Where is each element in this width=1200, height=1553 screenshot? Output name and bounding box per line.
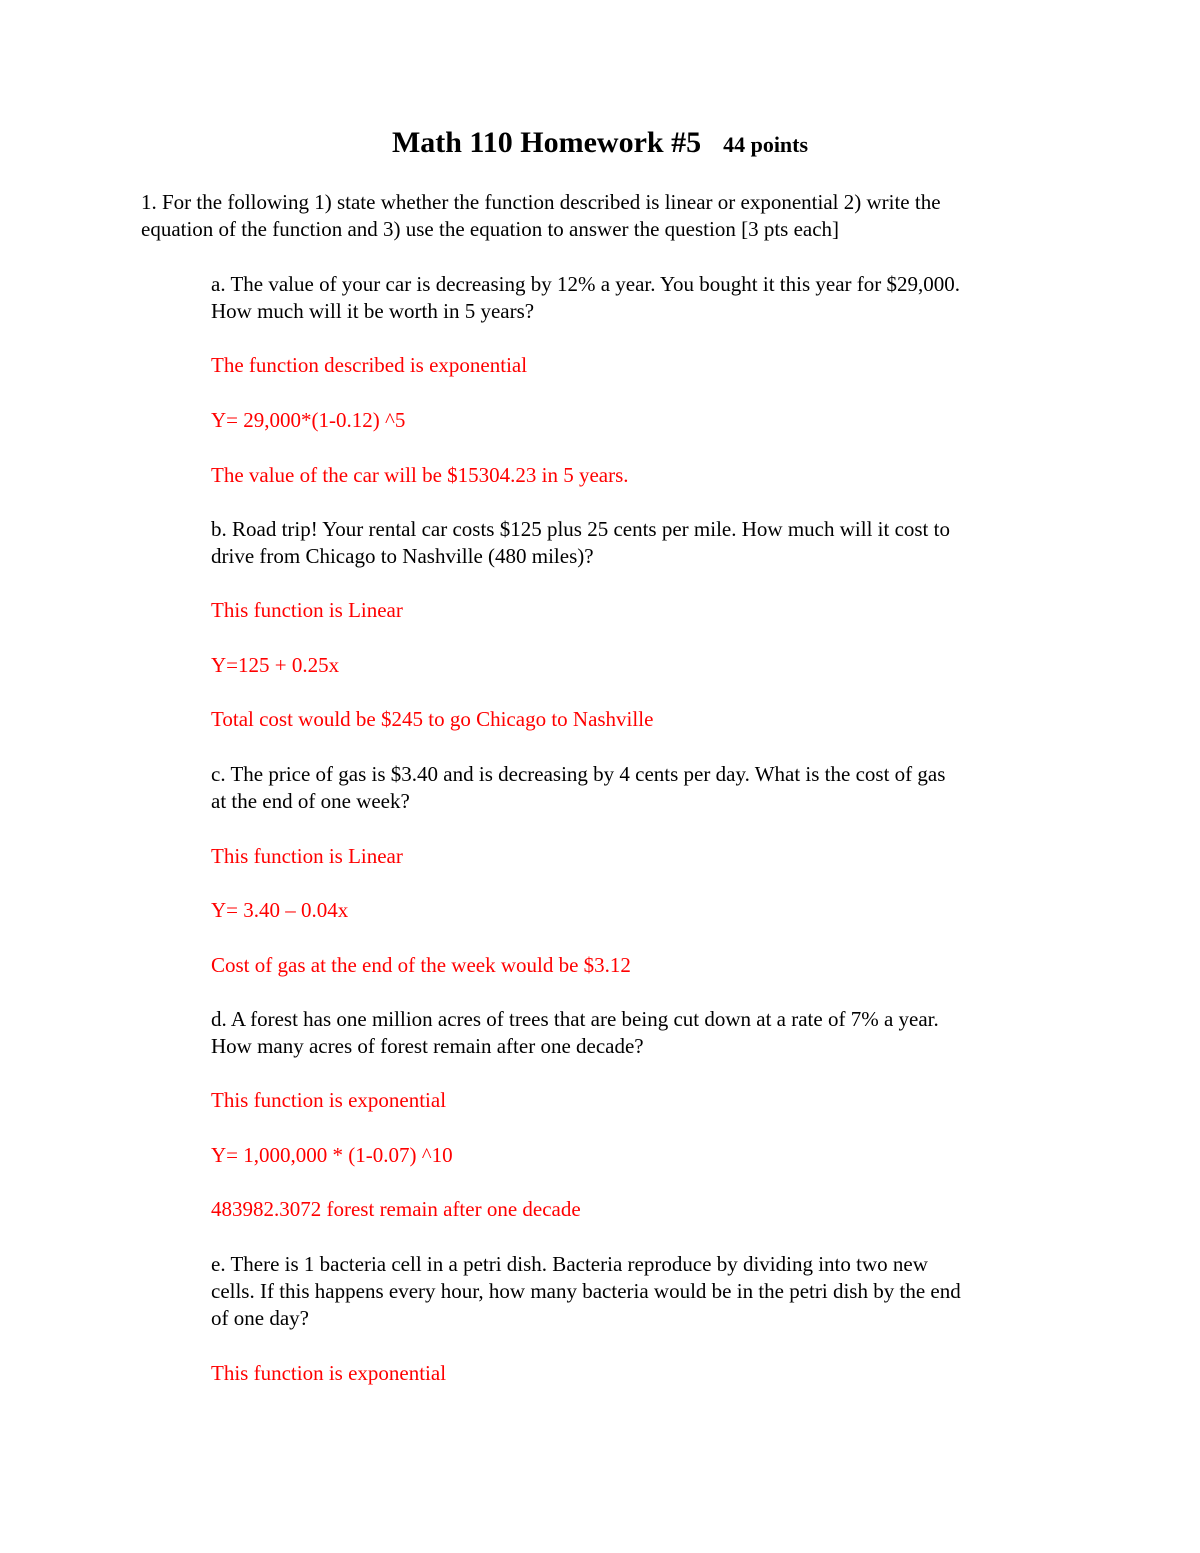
points-label: 44 points: [723, 132, 809, 157]
answer-a-type: The function described is exponential: [211, 353, 528, 377]
title-text: Math 110 Homework #5: [391, 126, 702, 159]
answer-a-equation: Y= 29,000*(1-0.12) ^5: [211, 408, 406, 432]
question-c-line-1: c. The price of gas is $3.40 and is decreasing by 4 cents per day. What is the cost of gas: [211, 762, 946, 786]
answer-c-result: Cost of gas at the end of the week would be $3.12: [211, 953, 631, 977]
answer-e-type: This function is exponential: [211, 1361, 447, 1385]
question-d-line-2: How many acres of forest remain after one decade?: [211, 1034, 644, 1058]
answer-c-type: This function is Linear: [211, 844, 403, 868]
question-d-line-1: d. A forest has one million acres of trees that are being cut down at a rate of 7% a year.: [211, 1007, 939, 1031]
question-a-line-2: How much will it be worth in 5 years?: [211, 299, 535, 323]
question-e-line-3: of one day?: [211, 1306, 309, 1330]
question-e-line-2: cells. If this happens every hour, how many bacteria would be in the petri dish by the end: [211, 1279, 961, 1303]
question-b-line-1: b. Road trip! Your rental car costs $125 plus 25 cents per mile. How much will it cost to: [211, 517, 950, 541]
question-c-line-2: at the end of one week?: [211, 789, 410, 813]
answer-b-type: This function is Linear: [211, 598, 403, 622]
answer-d-equation: Y= 1,000,000 * (1-0.07) ^10: [211, 1143, 453, 1167]
question-e-line-1: e. There is 1 bacteria cell in a petri dish. Bacteria reproduce by dividing into two new: [211, 1252, 928, 1276]
question-b-line-2: drive from Chicago to Nashville (480 miles)?: [211, 544, 594, 568]
answer-b-equation: Y=125 + 0.25x: [211, 653, 340, 677]
answer-d-result: 483982.3072 forest remain after one decade: [211, 1197, 581, 1221]
page-title: [0, 126, 1200, 160]
question-a-line-1: a. The value of your car is decreasing by 12% a year. You bought it this year for $29,000.: [211, 272, 961, 296]
answer-a-result: The value of the car will be $15304.23 in 5 years.: [211, 463, 629, 487]
answer-c-equation: Y= 3.40 – 0.04x: [211, 898, 349, 922]
answer-d-type: This function is exponential: [211, 1088, 447, 1112]
instructions-line-2: equation of the function and 3) use the equation to answer the question [3 pts each]: [141, 217, 840, 241]
answer-b-result: Total cost would be $245 to go Chicago to Nashville: [211, 707, 654, 731]
instructions-line-1: 1. For the following 1) state whether the function described is linear or exponential 2) write the: [141, 190, 941, 214]
